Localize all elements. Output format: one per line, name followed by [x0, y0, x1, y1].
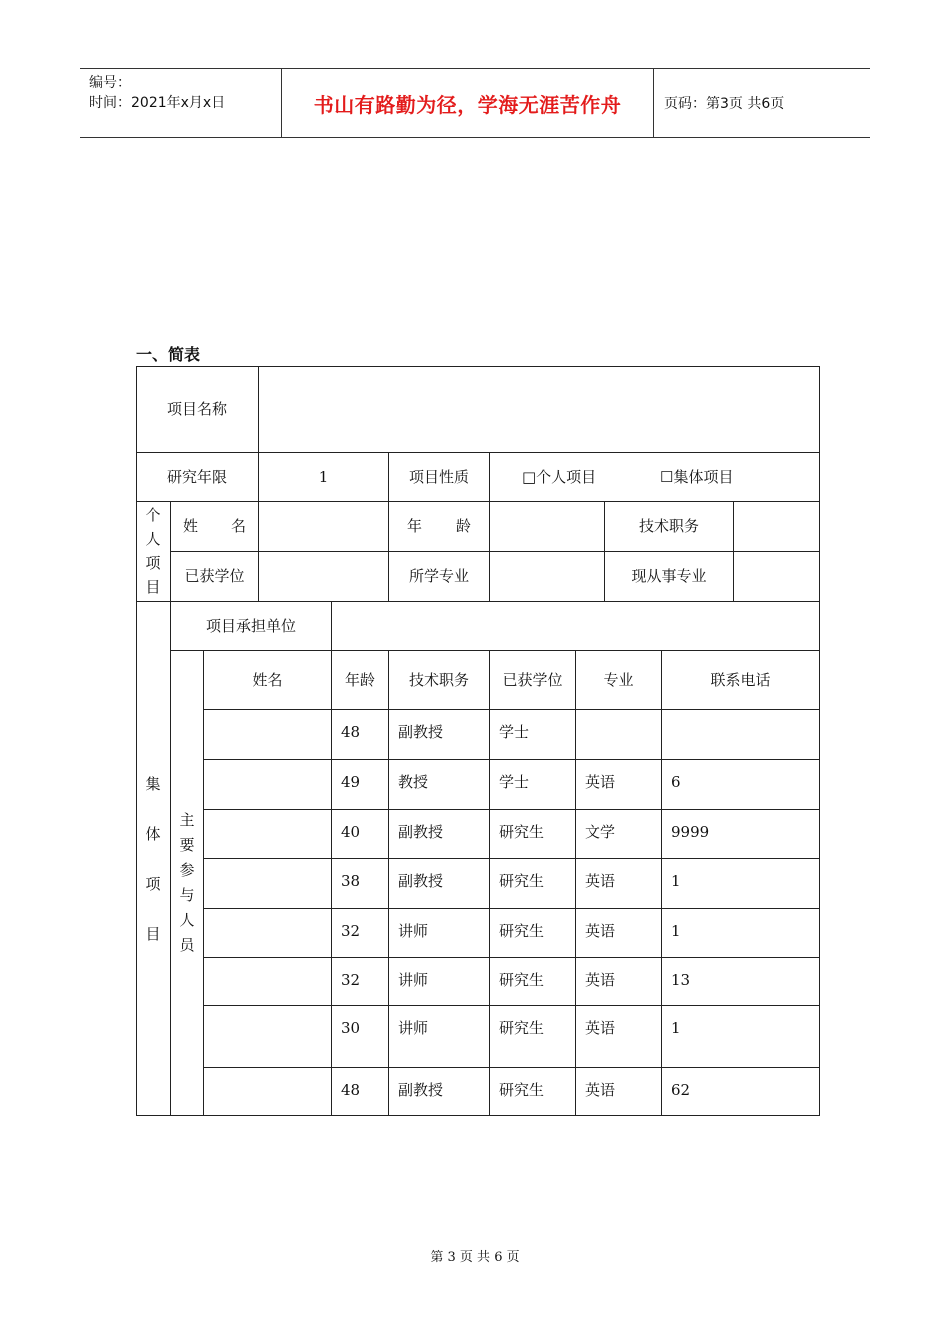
member-age-cell[interactable]: 32 — [341, 971, 361, 989]
collective-section-label: 集 体 项 目 — [145, 774, 161, 943]
col-header-title: 技术职务 — [408, 671, 469, 689]
document-date: 时间：2021年x月x日 — [89, 95, 226, 111]
member-phone-cell[interactable]: 1 — [671, 872, 681, 890]
individual-age-field[interactable] — [490, 501, 604, 551]
member-degree-cell[interactable]: 学士 — [499, 723, 530, 741]
individual-title-field[interactable] — [734, 501, 819, 551]
individual-current-major-field[interactable] — [734, 551, 819, 601]
individual-degree-field[interactable] — [259, 551, 388, 601]
title-label: 技术职务 — [638, 517, 699, 535]
member-phone-cell[interactable]: 9999 — [671, 823, 710, 841]
project-nature-label: 项目性质 — [408, 467, 469, 486]
research-years-label: 研究年限 — [166, 467, 227, 486]
age-label: 年 龄 — [407, 517, 471, 535]
member-title-cell[interactable]: 讲师 — [398, 971, 429, 989]
member-name-cell[interactable] — [204, 958, 331, 1005]
member-age-cell[interactable]: 38 — [341, 872, 361, 890]
name-label: 姓 名 — [183, 517, 246, 535]
col-header-age: 年龄 — [344, 671, 375, 689]
member-name-cell[interactable] — [204, 1068, 331, 1115]
member-major-cell[interactable]: 文学 — [585, 823, 616, 841]
member-degree-cell[interactable]: 研究生 — [499, 1019, 545, 1037]
member-age-cell[interactable]: 48 — [341, 1081, 361, 1099]
option-collective-checkbox[interactable]: ☐集体项目 — [660, 467, 734, 486]
member-degree-cell[interactable]: 研究生 — [499, 872, 545, 890]
member-age-cell[interactable]: 30 — [341, 1019, 361, 1037]
header-meta — [80, 69, 281, 137]
member-degree-cell[interactable]: 研究生 — [499, 1081, 545, 1099]
project-name-label: 项目名称 — [166, 400, 227, 418]
member-title-cell[interactable]: 副教授 — [398, 823, 444, 841]
member-name-cell[interactable] — [204, 1006, 331, 1067]
member-name-cell[interactable] — [204, 909, 331, 957]
project-name-field[interactable] — [259, 366, 819, 452]
individual-major-field[interactable] — [490, 551, 604, 601]
option-individual-checkbox[interactable]: □个人项目 — [522, 467, 597, 486]
individual-name-field[interactable] — [259, 501, 388, 551]
member-title-cell[interactable]: 副教授 — [398, 872, 444, 890]
member-age-cell[interactable]: 48 — [341, 723, 361, 741]
degree-label: 已获学位 — [184, 567, 245, 585]
member-title-cell[interactable]: 讲师 — [398, 922, 429, 940]
member-title-cell[interactable]: 教授 — [398, 773, 429, 791]
col-header-name: 姓名 — [252, 671, 283, 689]
member-age-cell[interactable]: 32 — [341, 922, 361, 940]
col-header-major: 专业 — [603, 671, 634, 689]
member-degree-cell[interactable]: 研究生 — [499, 971, 545, 989]
header-page-number: 页码：第3页 共6页 — [664, 96, 785, 112]
unit-label: 项目承担单位 — [205, 616, 296, 635]
major-label: 所学专业 — [408, 567, 469, 585]
member-degree-cell[interactable]: 研究生 — [499, 823, 545, 841]
member-major-cell[interactable]: 英语 — [585, 1081, 616, 1099]
current-major-label: 现从事专业 — [631, 567, 707, 585]
member-major-cell[interactable]: 英语 — [585, 1019, 616, 1037]
page-footer: 第 3 页 共 6 页 — [430, 1250, 520, 1265]
member-title-cell[interactable]: 讲师 — [398, 1019, 429, 1037]
member-major-cell[interactable] — [576, 710, 661, 759]
member-name-cell[interactable] — [204, 710, 331, 759]
col-header-degree: 已获学位 — [502, 671, 563, 689]
main-members-label: 主 要 参 与 人 员 — [179, 811, 195, 954]
member-major-cell[interactable]: 英语 — [585, 922, 616, 940]
member-degree-cell[interactable]: 研究生 — [499, 922, 545, 940]
member-phone-cell[interactable]: 62 — [671, 1081, 691, 1099]
member-name-cell[interactable] — [204, 760, 331, 809]
page-header — [80, 68, 870, 138]
member-major-cell[interactable]: 英语 — [585, 872, 616, 890]
member-title-cell[interactable]: 副教授 — [398, 723, 444, 741]
section-title: 一、简表 — [136, 345, 201, 364]
member-phone-cell[interactable]: 13 — [671, 971, 691, 989]
member-name-cell[interactable] — [204, 859, 331, 908]
individual-section-label: 个 人 项 目 — [145, 506, 161, 596]
summary-table — [136, 366, 820, 1116]
member-major-cell[interactable]: 英语 — [585, 773, 616, 791]
unit-field[interactable] — [332, 601, 819, 650]
member-age-cell[interactable]: 49 — [341, 773, 361, 791]
member-phone-cell[interactable] — [662, 710, 819, 759]
member-phone-cell[interactable]: 1 — [671, 922, 681, 940]
header-motto: 书山有路勤为径，学海无涯苦作舟 — [281, 69, 654, 137]
member-phone-cell[interactable]: 1 — [671, 1019, 681, 1037]
member-phone-cell[interactable]: 6 — [671, 773, 681, 791]
member-major-cell[interactable]: 英语 — [585, 971, 616, 989]
col-header-phone: 联系电话 — [710, 671, 771, 689]
research-years-field[interactable]: 1 — [318, 467, 329, 486]
member-title-cell[interactable]: 副教授 — [398, 1081, 444, 1099]
document-number: 编号： — [89, 75, 131, 91]
member-age-cell[interactable]: 40 — [341, 823, 361, 841]
member-degree-cell[interactable]: 学士 — [499, 773, 530, 791]
member-name-cell[interactable] — [204, 810, 331, 858]
